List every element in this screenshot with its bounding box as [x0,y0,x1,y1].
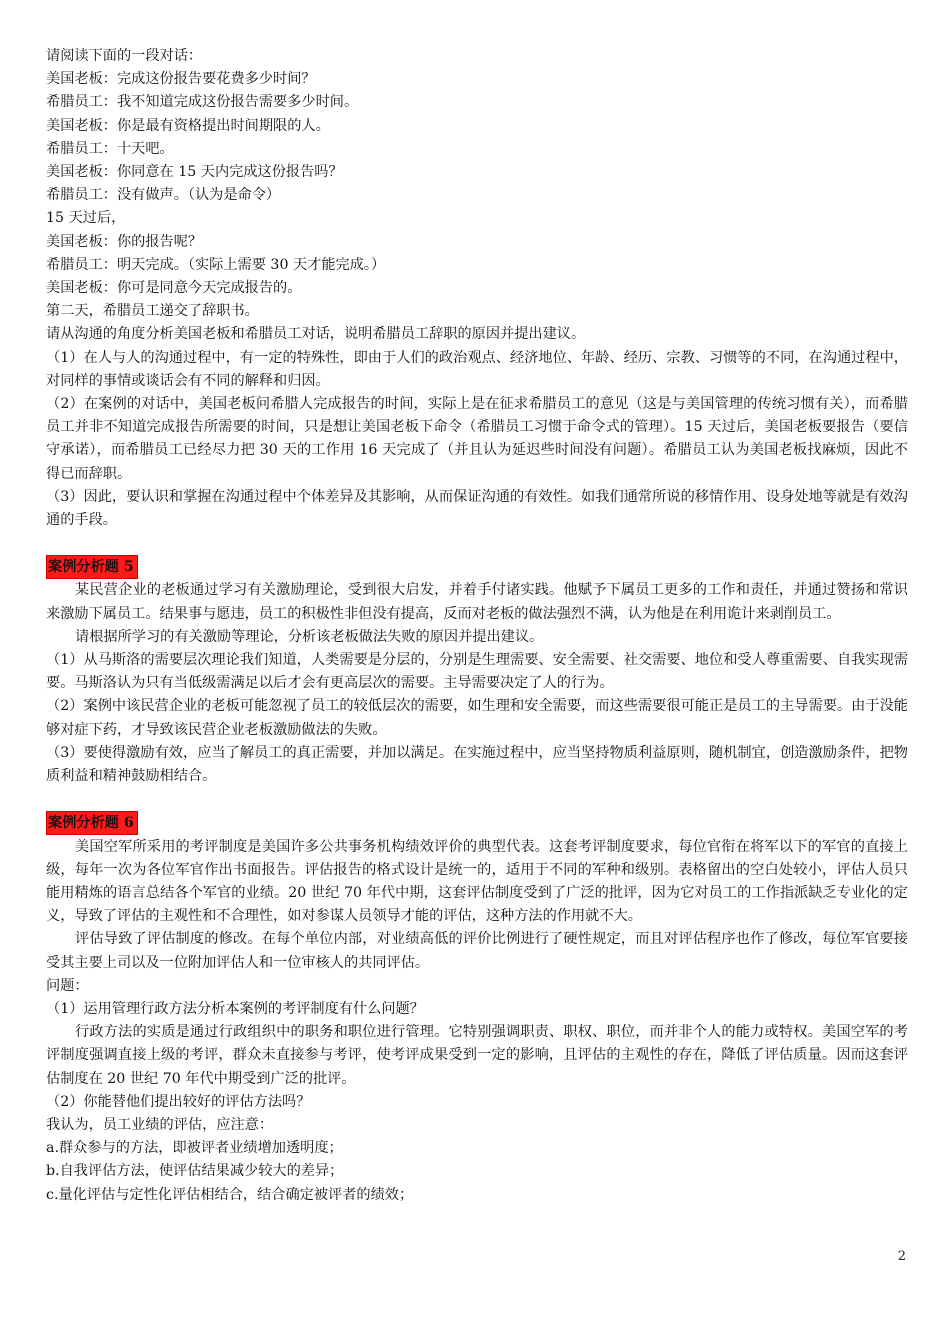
dialogue-question: 请从沟通的角度分析美国老板和希腊员工对话，说明希腊员工辞职的原因并提出建议。 [46,326,586,343]
section-gap [46,532,908,555]
dialogue-line: 美国老板：你同意在 15 天内完成这份报告吗？ [46,164,343,181]
case-6-section [46,811,908,1206]
case-5-section [46,555,908,788]
case-question: 请根据所学习的有关激励等理论，分析该老板做法失败的原因并提出建议。 [75,628,544,645]
answer-paragraph: （1）从马斯洛的需要层次理论我们知道，人类需要是分层的，分别是生理需要、安全需要、社交需要、地位和受人尊重需要、自我实现需要。马斯洛认为只有当低级需满足以后才会有更高层次的需要。主导需要决定了人的行为。 [46,652,908,692]
dialogue-line: 希腊员工：明天完成。（实际上需要 30 天才能完成。） [46,256,386,273]
answer-paragraph: （2）在案例的对话中，美国老板问希腊人完成报告的时间，实际上是在征求希腊员工的意见（这是与美国管理的传统习惯有关），而希腊员工并非不知道完成报告所需要的时间，只是想让美国老板下命令（希腊员工习惯于命令式的管理）。15 天过后，美国老板要报告（要信守承诺），而希腊员工已经尽力把 30 天的工作用 16 天完成了（并且认为延迟些时间没有问题）。希腊员工认为美国老板找麻烦，因此不得已而辞职。 [46,396,908,482]
answer-1: 行政方法的实质是通过行政组织中的职务和职位进行管理。它特别强调职责、职权、职位，而并非个人的能力或特权。美国空军的考评制度强调直接上级的考评，群众未直接参与考评，使考评成果受到一定的影响，且评估的主观性的存在，降低了评估质量。因而这套评估制度在 20 世纪 70 年代中期受到广泛的批评。 [46,1024,908,1087]
dialogue-line: 希腊员工：我不知道完成这份报告需要多少时间。 [46,94,359,111]
dialogue-line: 美国老板：你可是同意今天完成报告的。 [46,280,302,297]
case-6-heading: 案例分析题 6 [46,811,138,835]
page-number: 2 [897,1249,906,1264]
dialogue-line: 15 天过后， [46,210,126,227]
dialogue-line: 美国老板：完成这份报告要花费多少时间？ [46,71,316,88]
dialogue-line: 希腊员工：没有做声。（认为是命令） [46,187,281,204]
dialogue-line: 第二天，希腊员工递交了辞职书。 [46,303,259,320]
answer-2-item: b.自我评估方法，使评估结果减少较大的差异； [46,1163,344,1180]
question-1: （1）运用管理行政方法分析本案例的考评制度有什么问题？ [46,1000,424,1017]
document-page [46,45,908,1207]
answer-paragraph: （1）在人与人的沟通过程中，有一定的特殊性，即由于人们的政治观点、经济地位、年龄、经历、宗教、习惯等的不同，在沟通过程中，对同样的事情或谈话会有不同的解释和归因。 [46,349,908,389]
answer-paragraph: （2）案例中该民营企业的老板可能忽视了员工的较低层次的需要，如生理和安全需要，而这些需要很可能正是员工的主导需要。由于没能够对症下药，才导致该民营企业老板激励做法的失败。 [46,698,908,738]
answer-paragraph: （3）要使得激励有效，应当了解员工的真正需要，并加以满足。在实施过程中，应当坚持物质利益原则，随机制宜，创造激励条件，把物质利益和精神鼓励相结合。 [46,744,908,785]
question-label: 问题： [46,977,89,994]
dialogue-line: 请阅读下面的一段对话： [46,48,203,64]
dialogue-section [46,45,908,532]
answer-2-item: a.群众参与的方法，即被评者业绩增加透明度； [46,1140,343,1157]
case-paragraph: 评估导致了评估制度的修改。在每个单位内部，对业绩高低的评价比例进行了硬性规定，而且对评估程序也作了修改，每位军官要接受其主要上司以及一位附加评估人和一位审核人的共同评估。 [46,931,908,971]
section-gap [46,788,908,811]
dialogue-line: 美国老板：你是最有资格提出时间期限的人。 [46,117,330,134]
answer-paragraph: （3）因此，要认识和掌握在沟通过程中个体差异及其影响，从而保证沟通的有效性。如我们通常所说的移情作用、设身处地等就是有效沟通的手段。 [46,488,908,529]
case-5-heading: 案例分析题 5 [46,555,138,579]
answer-2-item: c.量化评估与定性化评估相结合，结合确定被评者的绩效； [46,1186,414,1203]
answer-2-intro: 我认为，员工业绩的评估，应注意： [46,1116,274,1133]
dialogue-line: 希腊员工：十天吧。 [46,140,174,157]
dialogue-line: 美国老板：你的报告呢？ [46,233,203,250]
case-paragraph: 某民营企业的老板通过学习有关激励理论，受到很大启发，并着手付诸实践。他赋予下属员工更多的工作和责任，并通过赞扬和常识来激励下属员工。结果事与愿违，员工的积极性非但没有提高，反而对老板的做法强烈不满，认为他是在利用诡计来剥削员工。 [46,582,908,622]
case-paragraph: 美国空军所采用的考评制度是美国许多公共事务机构绩效评价的典型代表。这套考评制度要求，每位官衔在将军以下的军官的直接上级，每年一次为各位军官作出书面报告。评估报告的格式设计是统一的，适用于不同的军种和级别。表格留出的空白处较小，评估人员只能用精炼的语言总结各个军官的业绩。20 世纪 70 年代中期，这套评估制度受到了广泛的批评，因为它对员工的工作指派缺乏专业化的定义，导致了评估的主观性和不合理性，如对参谋人员领导才能的评估，这种方法的作用就不大。 [46,838,908,925]
question-2: （2）你能替他们提出较好的评估方法吗？ [46,1093,311,1110]
